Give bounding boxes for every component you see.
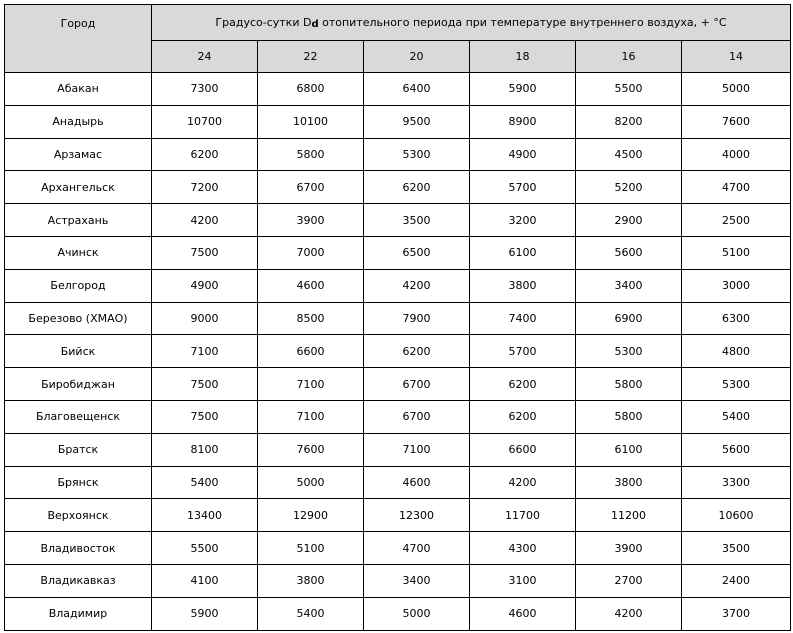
temp-header-24: 24	[152, 41, 258, 73]
table-row	[5, 73, 791, 106]
value-cell: 6100	[470, 236, 576, 269]
value-cell: 11700	[470, 499, 576, 532]
city-cell: Биробиджан	[5, 368, 152, 401]
value-cell: 3700	[682, 597, 791, 630]
temp-header-16: 16	[576, 41, 682, 73]
value-cell: 3800	[258, 564, 364, 597]
value-cell: 7100	[364, 433, 470, 466]
value-cell: 5400	[258, 597, 364, 630]
city-cell: Брянск	[5, 466, 152, 499]
value-cell: 7100	[258, 368, 364, 401]
city-cell: Белгород	[5, 269, 152, 302]
value-cell: 6100	[576, 433, 682, 466]
value-cell: 3300	[682, 466, 791, 499]
value-cell: 2400	[682, 564, 791, 597]
value-cell: 5600	[682, 433, 791, 466]
value-cell: 3000	[682, 269, 791, 302]
table-row	[5, 204, 791, 237]
value-cell: 5300	[682, 368, 791, 401]
degree-days-header: Градусо-сутки $D_d$ отопительного периода при температуре внутреннего воздуха, + °С	[152, 5, 791, 41]
value-cell: 5100	[258, 532, 364, 565]
table-row	[5, 171, 791, 204]
value-cell: 4900	[470, 138, 576, 171]
value-cell: 7300	[152, 73, 258, 106]
value-cell: 6600	[470, 433, 576, 466]
table-row	[5, 269, 791, 302]
temp-header-22: 22	[258, 41, 364, 73]
value-cell: 3500	[682, 532, 791, 565]
value-cell: 5900	[470, 73, 576, 106]
value-cell: 9000	[152, 302, 258, 335]
city-cell: Владивосток	[5, 532, 152, 565]
value-cell: 3900	[576, 532, 682, 565]
value-cell: 6700	[364, 400, 470, 433]
table-row	[5, 236, 791, 269]
value-cell: 6300	[682, 302, 791, 335]
value-cell: 3400	[364, 564, 470, 597]
value-cell: 4200	[470, 466, 576, 499]
city-cell: Благовещенск	[5, 400, 152, 433]
value-cell: 7000	[258, 236, 364, 269]
value-cell: 2700	[576, 564, 682, 597]
value-cell: 4700	[364, 532, 470, 565]
table-row	[5, 105, 791, 138]
value-cell: 6200	[152, 138, 258, 171]
value-cell: 6700	[258, 171, 364, 204]
table-row	[5, 433, 791, 466]
value-cell: 9500	[364, 105, 470, 138]
value-cell: 5400	[152, 466, 258, 499]
value-cell: 4300	[470, 532, 576, 565]
value-cell: 2900	[576, 204, 682, 237]
value-cell: 5800	[576, 368, 682, 401]
value-cell: 5200	[576, 171, 682, 204]
table-row	[5, 368, 791, 401]
city-cell: Анадырь	[5, 105, 152, 138]
value-cell: 4200	[576, 597, 682, 630]
value-cell: 4500	[576, 138, 682, 171]
value-cell: 8900	[470, 105, 576, 138]
table-row	[5, 400, 791, 433]
table-body	[5, 73, 791, 631]
city-cell: Абакан	[5, 73, 152, 106]
value-cell: 7100	[258, 400, 364, 433]
value-cell: 12900	[258, 499, 364, 532]
city-cell: Арзамас	[5, 138, 152, 171]
value-cell: 7200	[152, 171, 258, 204]
city-cell: Архангельск	[5, 171, 152, 204]
value-cell: 4000	[682, 138, 791, 171]
value-cell: 7500	[152, 236, 258, 269]
value-cell: 4900	[152, 269, 258, 302]
value-cell: 11200	[576, 499, 682, 532]
value-cell: 5100	[682, 236, 791, 269]
value-cell: 3800	[470, 269, 576, 302]
city-cell: Астрахань	[5, 204, 152, 237]
city-cell: Ачинск	[5, 236, 152, 269]
value-cell: 12300	[364, 499, 470, 532]
temp-header-14: 14	[682, 41, 791, 73]
value-cell: 6600	[258, 335, 364, 368]
table-row	[5, 564, 791, 597]
value-cell: 10700	[152, 105, 258, 138]
city-cell: Бийск	[5, 335, 152, 368]
value-cell: 3900	[258, 204, 364, 237]
value-cell: 5300	[364, 138, 470, 171]
value-cell: 4600	[258, 269, 364, 302]
value-cell: 6700	[364, 368, 470, 401]
value-cell: 5700	[470, 171, 576, 204]
value-cell: 4700	[682, 171, 791, 204]
value-cell: 5900	[152, 597, 258, 630]
value-cell: 10100	[258, 105, 364, 138]
value-cell: 6200	[364, 171, 470, 204]
table-row	[5, 532, 791, 565]
value-cell: 4800	[682, 335, 791, 368]
value-cell: 4200	[364, 269, 470, 302]
table-row	[5, 302, 791, 335]
value-cell: 6400	[364, 73, 470, 106]
temp-header-20: 20	[364, 41, 470, 73]
value-cell: 7500	[152, 368, 258, 401]
value-cell: 3400	[576, 269, 682, 302]
value-cell: 13400	[152, 499, 258, 532]
value-cell: 7100	[152, 335, 258, 368]
value-cell: 5600	[576, 236, 682, 269]
value-cell: 3500	[364, 204, 470, 237]
value-cell: 3100	[470, 564, 576, 597]
temp-header-18: 18	[470, 41, 576, 73]
value-cell: 2500	[682, 204, 791, 237]
value-cell: 4100	[152, 564, 258, 597]
city-cell: Березово (ХМАО)	[5, 302, 152, 335]
table-row	[5, 335, 791, 368]
value-cell: 6500	[364, 236, 470, 269]
value-cell: 4600	[364, 466, 470, 499]
value-cell: 5300	[576, 335, 682, 368]
city-cell: Владикавказ	[5, 564, 152, 597]
value-cell: 3800	[576, 466, 682, 499]
value-cell: 6200	[364, 335, 470, 368]
value-cell: 6200	[470, 368, 576, 401]
value-cell: 5400	[682, 400, 791, 433]
city-cell: Верхоянск	[5, 499, 152, 532]
value-cell: 5800	[258, 138, 364, 171]
value-cell: 5000	[364, 597, 470, 630]
value-cell: 5500	[576, 73, 682, 106]
value-cell: 5500	[152, 532, 258, 565]
value-cell: 7600	[682, 105, 791, 138]
value-cell: 7500	[152, 400, 258, 433]
table-row	[5, 138, 791, 171]
value-cell: 10600	[682, 499, 791, 532]
value-cell: 8200	[576, 105, 682, 138]
value-cell: 5000	[258, 466, 364, 499]
city-cell: Владимир	[5, 597, 152, 630]
value-cell: 6200	[470, 400, 576, 433]
value-cell: 6800	[258, 73, 364, 106]
value-cell: 4600	[470, 597, 576, 630]
value-cell: 7600	[258, 433, 364, 466]
value-cell: 8100	[152, 433, 258, 466]
value-cell: 6900	[576, 302, 682, 335]
city-column-header: Город	[5, 5, 152, 73]
value-cell: 7400	[470, 302, 576, 335]
value-cell: 8500	[258, 302, 364, 335]
city-cell: Братск	[5, 433, 152, 466]
degree-days-table	[4, 4, 791, 631]
value-cell: 5000	[682, 73, 791, 106]
value-cell: 4200	[152, 204, 258, 237]
value-cell: 3200	[470, 204, 576, 237]
value-cell: 5700	[470, 335, 576, 368]
table-row	[5, 597, 791, 630]
value-cell: 5800	[576, 400, 682, 433]
table-row	[5, 499, 791, 532]
table-row	[5, 466, 791, 499]
value-cell: 7900	[364, 302, 470, 335]
